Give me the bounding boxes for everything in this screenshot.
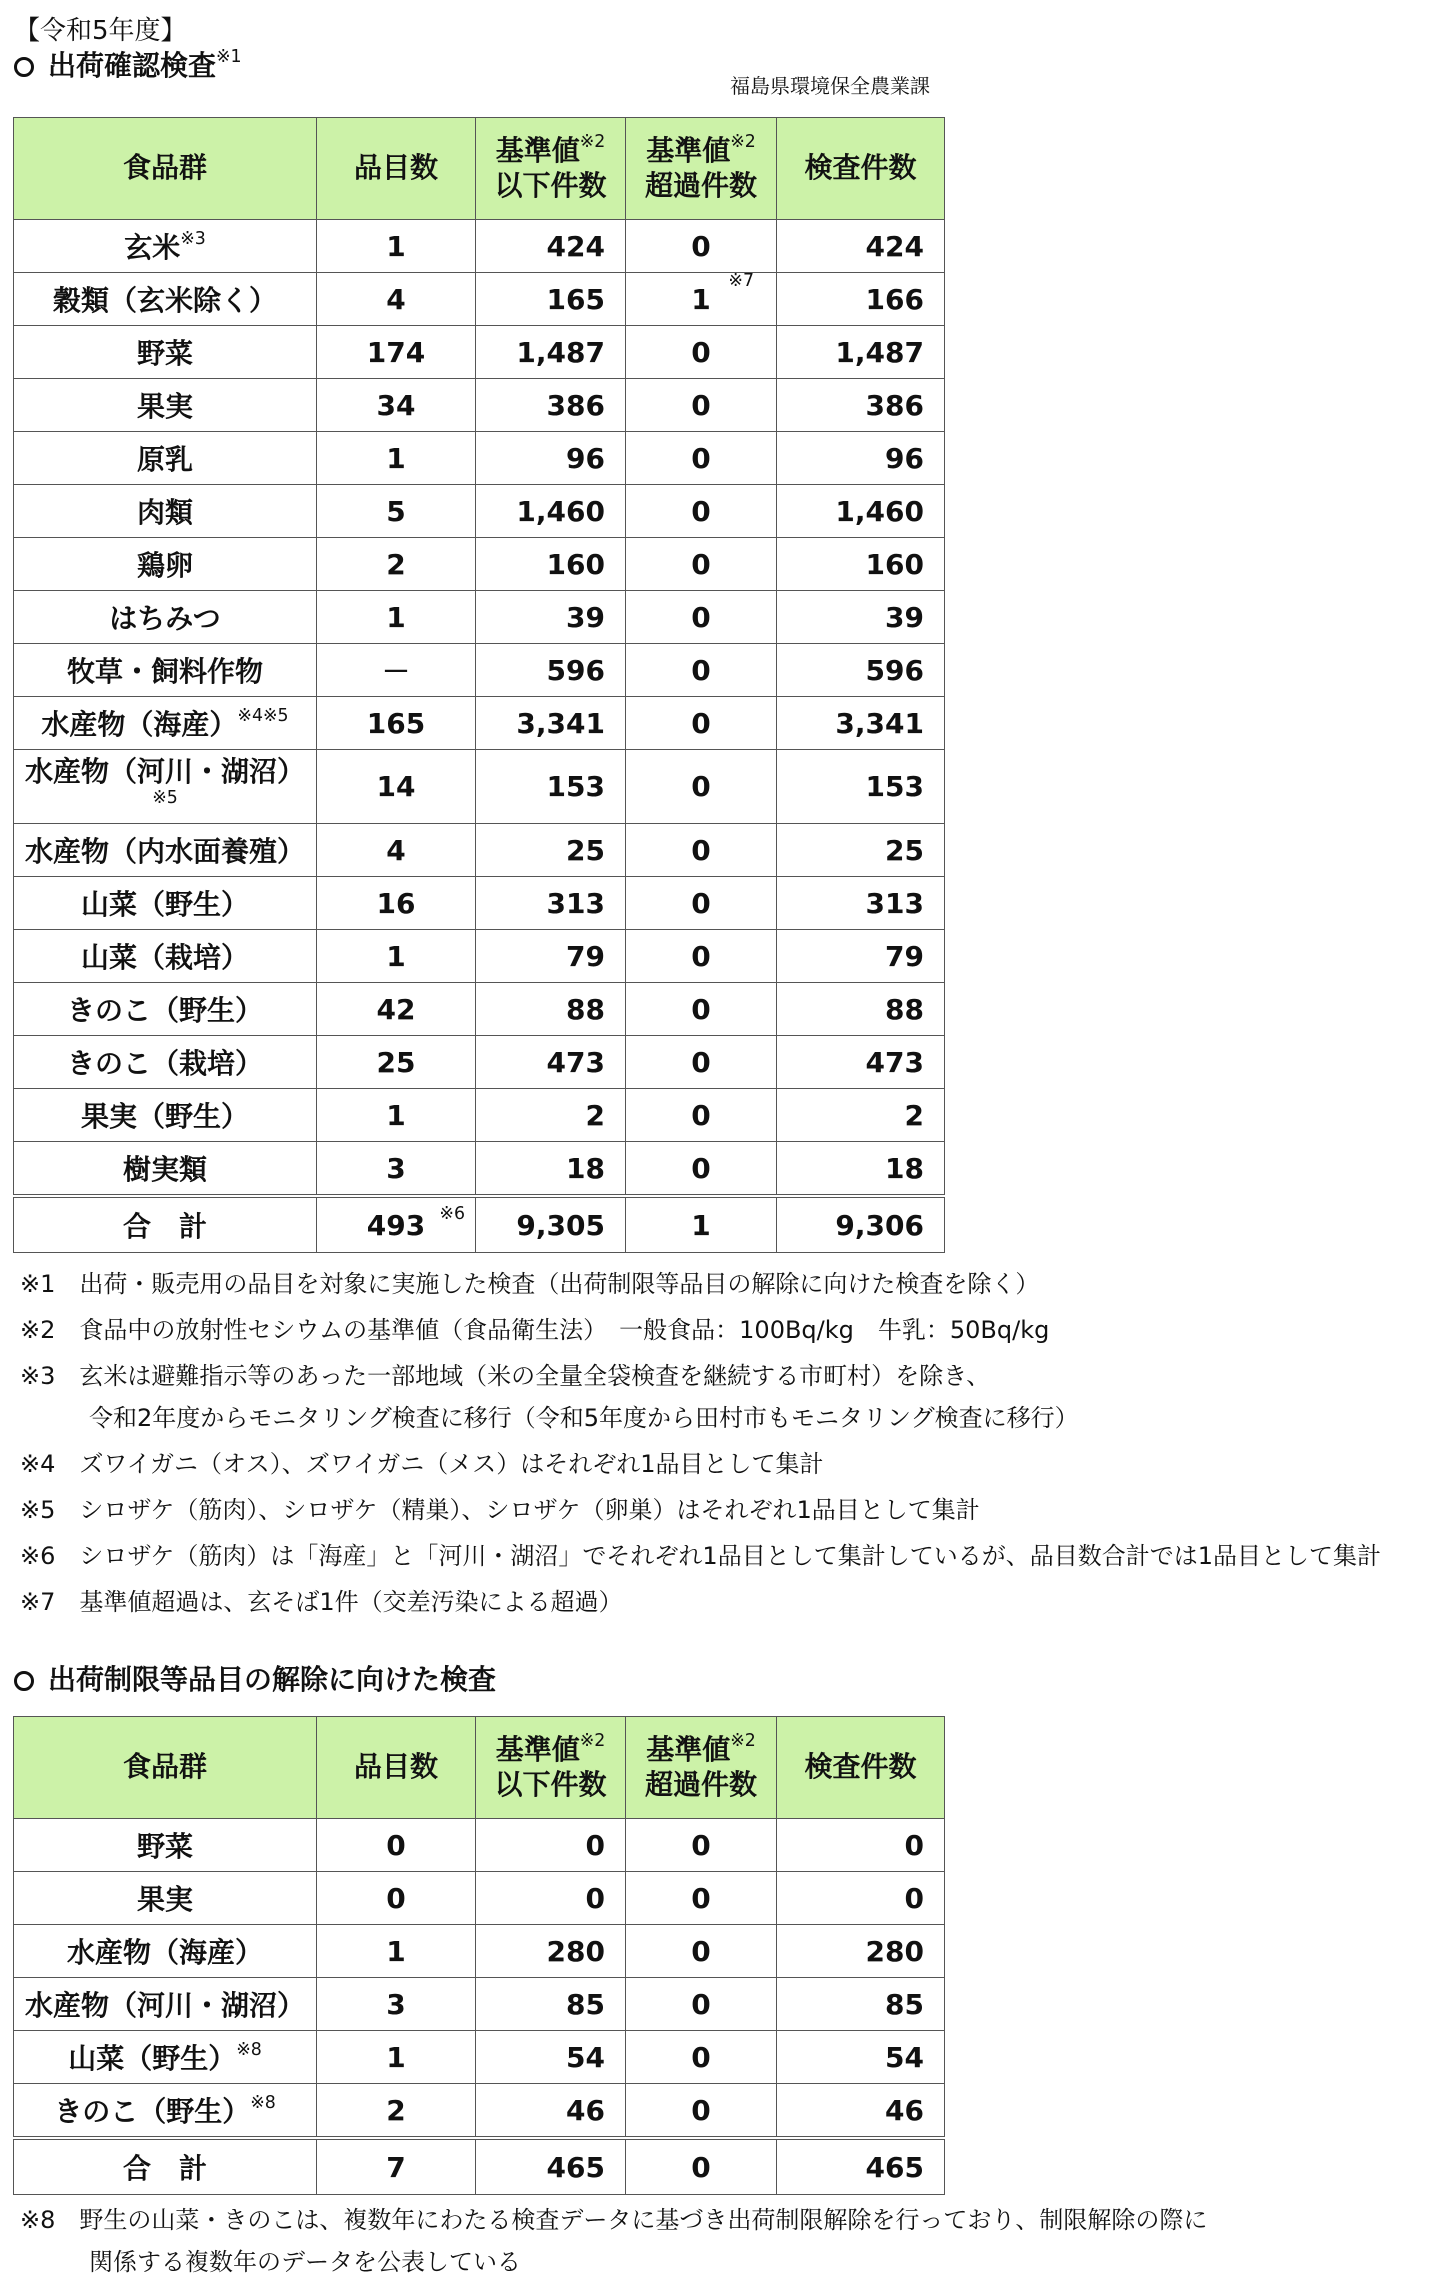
cell-over: 0 xyxy=(626,2031,777,2084)
cell-count: 153 xyxy=(777,750,945,824)
cell-below: 54 xyxy=(476,2031,626,2084)
note-text: 玄米は避難指示等のあった一部地域（米の全量全袋検査を継続する市町村）を除き、 xyxy=(79,1362,991,1390)
note-mark: ※6 xyxy=(20,1542,56,1570)
header-over: 基準値$^{※2}$ 超過件数 xyxy=(626,1717,777,1819)
cell-group: 山菜（野生）$^{※8}$ xyxy=(14,2031,317,2084)
cell-items: 1 xyxy=(317,591,476,644)
table-row xyxy=(14,538,945,591)
section-title-mark: ※1 xyxy=(216,46,242,67)
cell-group: 水産物（河川・湖沼） xyxy=(14,1978,317,2031)
cell-group: 原乳 xyxy=(14,432,317,485)
cell-below: 85 xyxy=(476,1978,626,2031)
cell-below: 424 xyxy=(476,220,626,273)
note-item xyxy=(20,1443,1381,1485)
notes-section-2 xyxy=(20,2199,1207,2283)
cell-count: 313 xyxy=(777,877,945,930)
table-row xyxy=(14,1036,945,1089)
header-group: 食品群 xyxy=(14,118,317,220)
cell-group: 水産物（海産） xyxy=(14,1925,317,1978)
cell-below: 79 xyxy=(476,930,626,983)
cell-over: 0 xyxy=(626,220,777,273)
cell-over: 0 xyxy=(626,983,777,1036)
cell-items: 1 xyxy=(317,930,476,983)
cell-over: 0 xyxy=(626,1925,777,1978)
cell-items: 1 xyxy=(317,1089,476,1142)
header-below: 基準値$^{※2}$ 以下件数 xyxy=(476,1717,626,1819)
cell-below: 165 xyxy=(476,273,626,326)
cell-group: 穀類（玄米除く） xyxy=(14,273,317,326)
total-count: 9,306 xyxy=(777,1196,945,1253)
table-row xyxy=(14,1978,945,2031)
cell-count: 96 xyxy=(777,432,945,485)
table-row xyxy=(14,1925,945,1978)
total-over: 1 xyxy=(626,1196,777,1253)
cell-group: 鶏卵 xyxy=(14,538,317,591)
cell-items: 1 xyxy=(317,220,476,273)
header-count: 検査件数 xyxy=(777,1717,945,1819)
cell-items: 3 xyxy=(317,1978,476,2031)
cell-items: 0 xyxy=(317,1872,476,1925)
cell-count: 473 xyxy=(777,1036,945,1089)
cell-items: 25 xyxy=(317,1036,476,1089)
cell-below: 1,487 xyxy=(476,326,626,379)
section-title-text: 出荷確認検査 xyxy=(48,49,217,82)
cell-count: 79 xyxy=(777,930,945,983)
cell-below: 280 xyxy=(476,1925,626,1978)
cell-over: 0 xyxy=(626,697,777,750)
total-below: 9,305 xyxy=(476,1196,626,1253)
note-item xyxy=(20,1309,1381,1351)
circle-bullet-icon xyxy=(14,57,34,77)
cell-over: 0 xyxy=(626,1089,777,1142)
section-title-shipment-check xyxy=(14,44,242,84)
note-text: 食品中の放射性セシウムの基準値（食品衛生法） 一般食品：100Bq/kg 牛乳：50Bq/kg xyxy=(79,1316,1050,1344)
cell-group: きのこ（野生）$^{※8}$ xyxy=(14,2084,317,2139)
cell-over: 0 xyxy=(626,2084,777,2139)
cell-over: 0 xyxy=(626,930,777,983)
note-mark: ※3 xyxy=(20,1362,56,1390)
table-row xyxy=(14,983,945,1036)
note-item xyxy=(20,1263,1381,1305)
note-mark: ※2 xyxy=(20,1316,56,1344)
table-row xyxy=(14,1819,945,1872)
note-mark: ※5 xyxy=(20,1496,56,1524)
table-header-row xyxy=(14,118,945,220)
restriction-release-table xyxy=(13,1716,945,2195)
cell-count: 386 xyxy=(777,379,945,432)
cell-over: 0 xyxy=(626,1978,777,2031)
table-row xyxy=(14,930,945,983)
cell-items: 16 xyxy=(317,877,476,930)
notes-section-1 xyxy=(20,1263,1381,1623)
cell-over: 0 xyxy=(626,1819,777,1872)
cell-group: 水産物（河川・湖沼）$^{※5}$ xyxy=(14,750,317,824)
cell-count: 0 xyxy=(777,1819,945,1872)
cell-items: 0 xyxy=(317,1819,476,1872)
cell-group: きのこ（野生） xyxy=(14,983,317,1036)
cell-group: 山菜（栽培） xyxy=(14,930,317,983)
note-text: シロザケ（筋肉）、シロザケ（精巣）、シロザケ（卵巣）はそれぞれ1品目として集計 xyxy=(79,1496,980,1524)
cell-items: － xyxy=(317,644,476,697)
cell-below: 0 xyxy=(476,1872,626,1925)
cell-below: 88 xyxy=(476,983,626,1036)
cell-group: 果実（野生） xyxy=(14,1089,317,1142)
table-row xyxy=(14,644,945,697)
cell-count: 596 xyxy=(777,644,945,697)
cell-over: 0 xyxy=(626,1142,777,1197)
cell-count: 46 xyxy=(777,2084,945,2139)
note-mark: ※8 xyxy=(20,2206,56,2234)
cell-below: 39 xyxy=(476,591,626,644)
cell-count: 1,487 xyxy=(777,326,945,379)
table-row xyxy=(14,432,945,485)
note-text: 令和2年度からモニタリング検査に移行（令和5年度から田村市もモニタリング検査に移行） xyxy=(89,1404,1079,1432)
note-item xyxy=(20,1355,1381,1397)
table-row xyxy=(14,485,945,538)
cell-items: 5 xyxy=(317,485,476,538)
cell-count: 54 xyxy=(777,2031,945,2084)
table-row xyxy=(14,877,945,930)
cell-items: 1 xyxy=(317,432,476,485)
total-items: 493 ※6 xyxy=(317,1196,476,1253)
cell-count: 18 xyxy=(777,1142,945,1197)
cell-items: 4 xyxy=(317,273,476,326)
cell-count: 25 xyxy=(777,824,945,877)
section-title-text: 出荷制限等品目の解除に向けた検査 xyxy=(48,1663,497,1696)
note-text: 基準値超過は、玄そば1件（交差汚染による超過） xyxy=(79,1588,623,1616)
header-items: 品目数 xyxy=(317,118,476,220)
note-text: 出荷・販売用の品目を対象に実施した検査（出荷制限等品目の解除に向けた検査を除く） xyxy=(79,1270,1040,1298)
cell-below: 160 xyxy=(476,538,626,591)
cell-over: 0 xyxy=(626,485,777,538)
header-over: 基準値$^{※2}$ 超過件数 xyxy=(626,118,777,220)
cell-below: 313 xyxy=(476,877,626,930)
total-count: 465 xyxy=(777,2138,945,2195)
total-over: 0 xyxy=(626,2138,777,2195)
cell-below: 25 xyxy=(476,824,626,877)
cell-over: 1 ※7 xyxy=(626,273,777,326)
header-count: 検査件数 xyxy=(777,118,945,220)
note-item xyxy=(20,1581,1381,1623)
cell-group: きのこ（栽培） xyxy=(14,1036,317,1089)
note-item xyxy=(20,2199,1207,2241)
note-text: ズワイガニ（オス）、ズワイガニ（メス）はそれぞれ1品目として集計 xyxy=(79,1450,824,1478)
cell-items: 1 xyxy=(317,1925,476,1978)
cell-count: 39 xyxy=(777,591,945,644)
header-group: 食品群 xyxy=(14,1717,317,1819)
cell-below: 473 xyxy=(476,1036,626,1089)
cell-over: 0 xyxy=(626,877,777,930)
cell-count: 166 xyxy=(777,273,945,326)
cell-items: 2 xyxy=(317,2084,476,2139)
circle-bullet-icon xyxy=(14,1671,34,1691)
note-continuation xyxy=(20,1397,1381,1439)
cell-over: 0 xyxy=(626,750,777,824)
cell-count: 424 xyxy=(777,220,945,273)
cell-group: 野菜 xyxy=(14,1819,317,1872)
note-text: シロザケ（筋肉）は「海産」と「河川・湖沼」でそれぞれ1品目として集計しているが、品目数合計では1品目として集計 xyxy=(79,1542,1381,1570)
cell-count: 280 xyxy=(777,1925,945,1978)
table-row xyxy=(14,824,945,877)
table-header-row xyxy=(14,1717,945,1819)
cell-over: 0 xyxy=(626,1036,777,1089)
cell-below: 18 xyxy=(476,1142,626,1197)
cell-group: 野菜 xyxy=(14,326,317,379)
cell-items: 2 xyxy=(317,538,476,591)
cell-group: 樹実類 xyxy=(14,1142,317,1197)
cell-items: 1 xyxy=(317,2031,476,2084)
cell-group: 果実 xyxy=(14,379,317,432)
cell-below: 96 xyxy=(476,432,626,485)
cell-below: 46 xyxy=(476,2084,626,2139)
cell-below: 3,341 xyxy=(476,697,626,750)
table-row xyxy=(14,591,945,644)
fiscal-year-label: 【令和5年度】 xyxy=(14,16,187,46)
table-row xyxy=(14,2031,945,2084)
total-label: 合 計 xyxy=(14,1196,317,1253)
note-continuation xyxy=(20,2241,1207,2283)
cell-over: 0 xyxy=(626,432,777,485)
note-mark: ※4 xyxy=(20,1450,56,1478)
cell-over: 0 xyxy=(626,326,777,379)
cell-over: 0 xyxy=(626,644,777,697)
cell-below: 0 xyxy=(476,1819,626,1872)
cell-group: 水産物（内水面養殖） xyxy=(14,824,317,877)
cell-group: 水産物（海産）$^{※4※5}$ xyxy=(14,697,317,750)
cell-over: 0 xyxy=(626,591,777,644)
cell-items: 34 xyxy=(317,379,476,432)
cell-below: 153 xyxy=(476,750,626,824)
cell-group: 肉類 xyxy=(14,485,317,538)
cell-below: 386 xyxy=(476,379,626,432)
note-text: 関係する複数年のデータを公表している xyxy=(89,2248,521,2276)
cell-count: 1,460 xyxy=(777,485,945,538)
cell-group: 山菜（野生） xyxy=(14,877,317,930)
cell-count: 88 xyxy=(777,983,945,1036)
shipment-check-table xyxy=(13,117,945,1253)
cell-items: 3 xyxy=(317,1142,476,1197)
table-row xyxy=(14,1142,945,1197)
table-row xyxy=(14,273,945,326)
cell-items: 174 xyxy=(317,326,476,379)
table-row xyxy=(14,697,945,750)
cell-below: 2 xyxy=(476,1089,626,1142)
note-item xyxy=(20,1489,1381,1531)
total-row xyxy=(14,1196,945,1253)
cell-below: 596 xyxy=(476,644,626,697)
cell-items: 4 xyxy=(317,824,476,877)
section-title-restriction-release xyxy=(14,1658,496,1698)
cell-below: 1,460 xyxy=(476,485,626,538)
cell-over: 0 xyxy=(626,538,777,591)
header-below: 基準値$^{※2}$ 以下件数 xyxy=(476,118,626,220)
table-row xyxy=(14,326,945,379)
total-below: 465 xyxy=(476,2138,626,2195)
cell-over: 0 xyxy=(626,1872,777,1925)
note-mark: ※1 xyxy=(20,1270,56,1298)
department-label: 福島県環境保全農業課 xyxy=(730,74,930,98)
cell-items: 165 xyxy=(317,697,476,750)
cell-group: 玄米$^{※3}$ xyxy=(14,220,317,273)
table-row xyxy=(14,2084,945,2139)
cell-group: はちみつ xyxy=(14,591,317,644)
table-row xyxy=(14,1089,945,1142)
cell-over: 0 xyxy=(626,824,777,877)
cell-count: 2 xyxy=(777,1089,945,1142)
note-mark: ※7 xyxy=(20,1588,56,1616)
table-row xyxy=(14,379,945,432)
note-item xyxy=(20,1535,1381,1577)
cell-group: 牧草・飼料作物 xyxy=(14,644,317,697)
total-label: 合 計 xyxy=(14,2138,317,2195)
total-row xyxy=(14,2138,945,2195)
cell-count: 160 xyxy=(777,538,945,591)
cell-count: 0 xyxy=(777,1872,945,1925)
cell-items: 42 xyxy=(317,983,476,1036)
note-text: 野生の山菜・きのこは、複数年にわたる検査データに基づき出荷制限解除を行っており、制限解除の際に xyxy=(79,2206,1208,2234)
table-row xyxy=(14,1872,945,1925)
cell-over: 0 xyxy=(626,379,777,432)
cell-group: 果実 xyxy=(14,1872,317,1925)
total-items: 7 xyxy=(317,2138,476,2195)
table-row xyxy=(14,220,945,273)
cell-count: 3,341 xyxy=(777,697,945,750)
cell-items: 14 xyxy=(317,750,476,824)
table-row xyxy=(14,750,945,824)
header-items: 品目数 xyxy=(317,1717,476,1819)
cell-count: 85 xyxy=(777,1978,945,2031)
